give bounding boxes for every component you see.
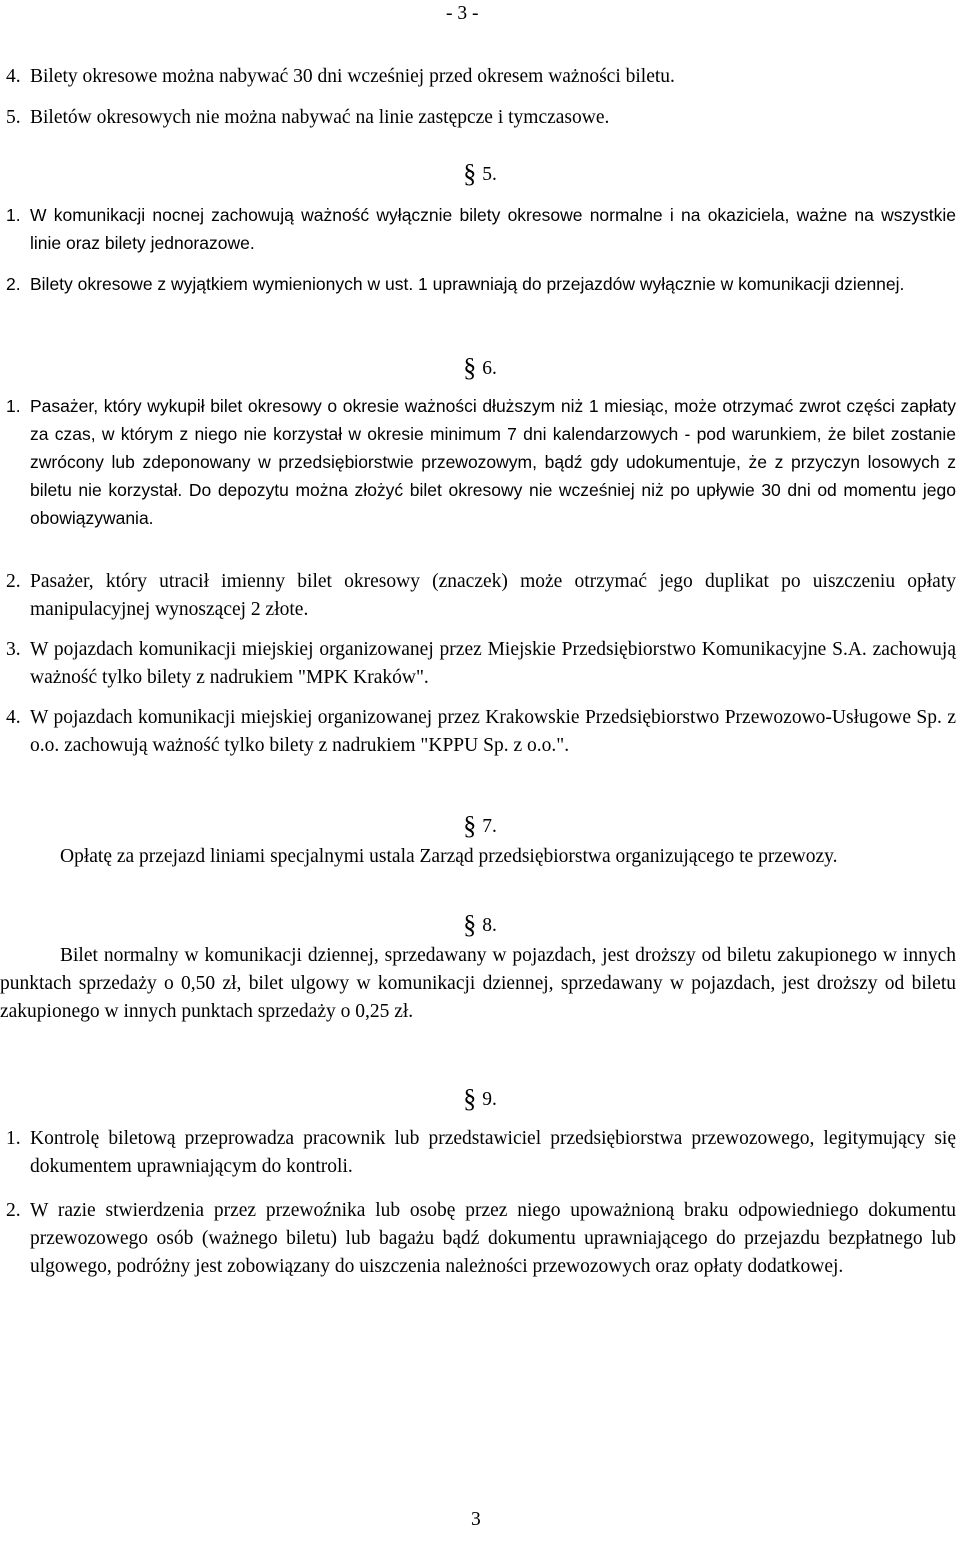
section-heading-5: § 5.	[463, 159, 497, 188]
item-text: Bilety okresowe z wyjątkiem wymienionych w ust. 1 uprawniają do przejazdów wyłącznie w komunikacji dziennej.	[30, 274, 905, 294]
section-heading-7: § 7.	[463, 811, 497, 840]
paragraph-7: Opłatę za przejazd liniami specjalnymi ustala Zarząd przedsiębiorstwa organizującego te przewozy.	[60, 846, 838, 867]
item-text: W pojazdach komunikacji miejskiej organizowanej przez Miejskie Przedsiębiorstwo Komunikacyjne S.A. zachowują ważność tylko bilety z nadrukiem "MPK Kraków".	[30, 639, 956, 688]
item-text: Pasażer, który wykupił bilet okresowy o okresie ważności dłuższym niż 1 miesiąc, może otrzymać zwrot części zapłaty za czas, w którym z niego nie korzystał w okresie minimum 7 dni kalendarzowych - pod warunkiem, że bilet zostanie zwrócony lub zdeponowany w przedsiębiorstwie przewozowym, bądź gdy udokumentuje, że z przyczyn losowych z biletu nie korzystał. Do depozytu można złożyć bilet okresowy nie wcześniej niż po upływie 30 dni od momentu jego obowiązywania.	[30, 396, 956, 528]
page-header-marker: - 3 -	[446, 3, 479, 24]
item-text: Bilety okresowe można nabywać 30 dni wcześniej przed okresem ważności biletu.	[30, 66, 675, 87]
item-number: 4.	[6, 66, 21, 87]
section-sign-icon: §	[463, 159, 477, 188]
list-item	[6, 704, 956, 760]
item-text: Kontrolę biletową przeprowadza pracownik lub przedstawiciel przedsiębiorstwa przewozowego, legitymujący się dokumentem uprawniającym do kontroli.	[30, 1128, 956, 1177]
item-text: W razie stwierdzenia przez przewoźnika lub osobę przez niego upoważnioną braku odpowiedniego dokumentu przewozowego osób (ważnego biletu) lub bagażu bądź dokumentu uprawniającego do przejazdu bezpłatnego lub ulgowego, podróżny jest zobowiązany do uiszczenia należności przewozowych oraz opłaty dodatkowej.	[30, 1200, 956, 1277]
list-item	[6, 63, 956, 91]
list-item	[6, 104, 956, 132]
item-text: Biletów okresowych nie można nabywać na linie zastępcze i tymczasowe.	[30, 107, 610, 128]
page-number: 3	[471, 1509, 481, 1530]
item-text: W komunikacji nocnej zachowują ważność wyłącznie bilety okresowe normalne i na okaziciela, ważne na wszystkie linie oraz bilety jednorazowe.	[30, 205, 956, 253]
section-heading-8: § 8.	[463, 910, 497, 939]
section-sign-icon: §	[463, 1084, 477, 1113]
item-number: 2.	[6, 1200, 21, 1221]
list-item	[6, 1125, 956, 1181]
item-number: 4.	[6, 707, 21, 728]
item-number: 3.	[6, 639, 21, 660]
item-number: 1.	[6, 205, 21, 225]
list-item	[6, 568, 956, 624]
item-number: 2.	[6, 274, 21, 294]
section-sign-icon: §	[463, 811, 477, 840]
section-sign-icon: §	[463, 910, 477, 939]
list-item	[6, 1197, 956, 1281]
item-text: Pasażer, który utracił imienny bilet okresowy (znaczek) może otrzymać jego duplikat po uiszczeniu opłaty manipulacyjnej wynoszącej 2 złote.	[30, 571, 956, 620]
item-text: W pojazdach komunikacji miejskiej organizowanej przez Krakowskie Przedsiębiorstwo Przewozowo-Usługowe Sp. z o.o. zachowują ważność tylko bilety z nadrukiem "KPPU Sp. z o.o.".	[30, 707, 956, 756]
item-number: 1.	[6, 396, 21, 416]
item-number: 5.	[6, 107, 21, 128]
section-heading-9: § 9.	[463, 1084, 497, 1113]
item-number: 1.	[6, 1128, 21, 1149]
list-item	[6, 392, 956, 532]
section-heading-6: § 6.	[463, 353, 497, 382]
list-item	[6, 636, 956, 692]
list-item	[6, 270, 956, 298]
list-item	[6, 201, 956, 257]
item-number: 2.	[6, 571, 21, 592]
section-sign-icon: §	[463, 353, 477, 382]
paragraph-8: Bilet normalny w komunikacji dziennej, sprzedawany w pojazdach, jest droższy od biletu zakupionego w innych punktach sprzedaży o 0,50 zł, bilet ulgowy w komunikacji dziennej, sprzedawany w pojazdach, jest droższy od biletu zakupionego w innych punktach sprzedaży o 0,25 zł.	[0, 945, 956, 1022]
